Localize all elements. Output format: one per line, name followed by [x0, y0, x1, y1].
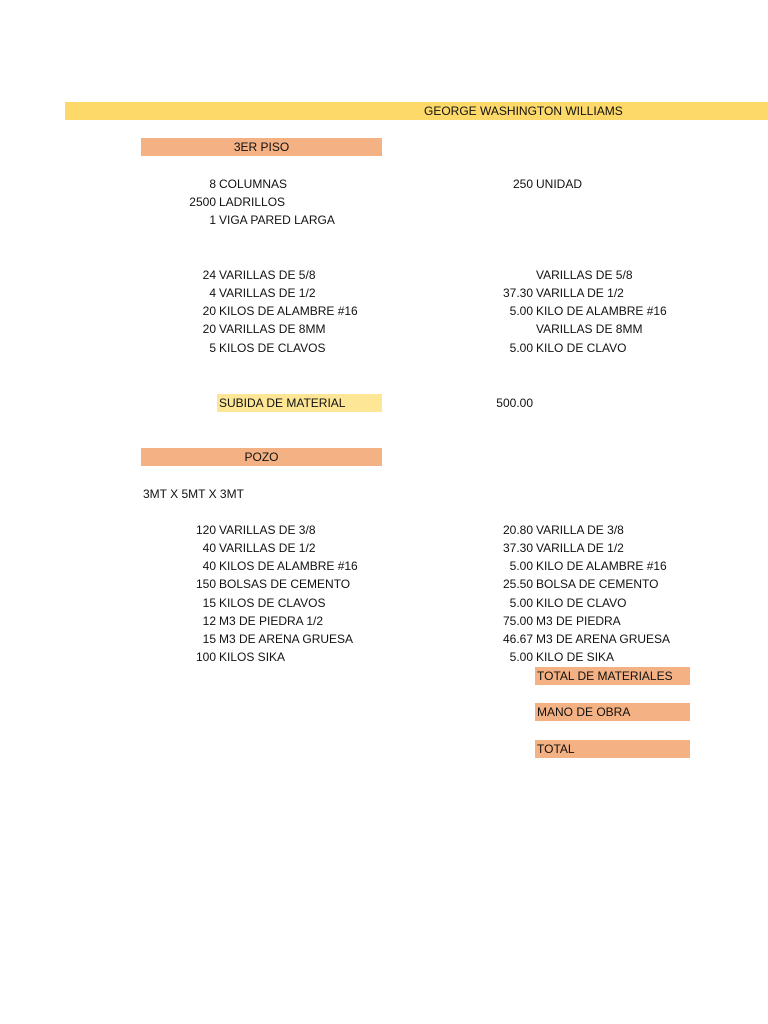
material-price: 46.67: [502, 632, 533, 646]
material-qty: 24: [202, 268, 216, 282]
material-price: 37.30: [502, 286, 533, 300]
material-unit: KILO DE ALAMBRE #16: [536, 559, 667, 573]
material-unit: KILO DE CLAVO: [536, 341, 627, 355]
material-unit: BOLSA DE CEMENTO: [536, 577, 659, 591]
material-desc: KILOS DE CLAVOS: [219, 596, 326, 610]
material-desc: M3 DE PIEDRA 1/2: [219, 614, 324, 628]
subida-label: SUBIDA DE MATERIAL: [219, 396, 346, 410]
material-qty: 20: [202, 304, 216, 318]
material-desc: KILOS SIKA: [219, 650, 286, 664]
mano-obra-label: MANO DE OBRA: [537, 705, 631, 719]
material-qty: 15: [202, 596, 216, 610]
material-unit: KILO DE SIKA: [536, 650, 615, 664]
material-desc: BOLSAS DE CEMENTO: [219, 577, 351, 591]
material-price: 37.30: [502, 541, 533, 555]
item-unit: UNIDAD: [536, 177, 583, 191]
material-desc: VARILLAS DE 3/8: [219, 523, 316, 537]
material-qty: 100: [195, 650, 216, 664]
material-desc: KILOS DE ALAMBRE #16: [219, 304, 358, 318]
material-unit: VARILLAS DE 5/8: [536, 268, 633, 282]
material-unit: VARILLA DE 3/8: [536, 523, 624, 537]
item-qty: 2500: [189, 195, 216, 209]
section-title-pozo: POZO: [244, 450, 279, 464]
material-desc: M3 DE ARENA GRUESA: [219, 632, 354, 646]
material-desc: VARILLAS DE 8MM: [219, 322, 326, 336]
total-label: TOTAL: [537, 742, 575, 756]
item-desc: VIGA PARED LARGA: [219, 213, 335, 227]
item-qty: 1: [209, 213, 216, 227]
material-desc: VARILLAS DE 1/2: [219, 541, 316, 555]
material-unit: M3 DE ARENA GRUESA: [536, 632, 671, 646]
material-price: 20.80: [502, 523, 533, 537]
material-qty: 40: [202, 559, 216, 573]
material-price: 5.00: [509, 650, 533, 664]
material-qty: 5: [209, 341, 216, 355]
section-title-3er-piso: 3ER PISO: [233, 140, 290, 154]
item-desc: LADRILLOS: [219, 195, 286, 209]
material-unit: VARILLA DE 1/2: [536, 541, 624, 555]
material-qty: 120: [195, 523, 216, 537]
item-desc: COLUMNAS: [219, 177, 288, 191]
client-name: GEORGE WASHINGTON WILLIAMS: [424, 104, 623, 118]
material-unit: M3 DE PIEDRA: [536, 614, 621, 628]
material-unit: KILO DE ALAMBRE #16: [536, 304, 667, 318]
material-unit: KILO DE CLAVO: [536, 596, 627, 610]
material-desc: KILOS DE ALAMBRE #16: [219, 559, 358, 573]
item-qty: 8: [209, 177, 216, 191]
material-price: 5.00: [509, 559, 533, 573]
material-qty: 20: [202, 322, 216, 336]
header-band: [65, 102, 768, 120]
material-price: 25.50: [502, 577, 533, 591]
subida-value: 500.00: [496, 396, 533, 410]
material-qty: 40: [202, 541, 216, 555]
pozo-dimensions: 3MT X 5MT X 3MT: [143, 487, 244, 501]
material-price: 5.00: [509, 341, 533, 355]
material-desc: KILOS DE CLAVOS: [219, 341, 326, 355]
material-qty: 150: [195, 577, 216, 591]
material-unit: VARILLAS DE 8MM: [536, 322, 643, 336]
material-qty: 4: [209, 286, 216, 300]
material-price: 5.00: [509, 304, 533, 318]
total-materiales-label: TOTAL DE MATERIALES: [537, 669, 673, 683]
material-desc: VARILLAS DE 1/2: [219, 286, 316, 300]
material-price: 5.00: [509, 596, 533, 610]
material-unit: VARILLA DE 1/2: [536, 286, 624, 300]
material-qty: 12: [202, 614, 216, 628]
material-qty: 15: [202, 632, 216, 646]
material-price: 75.00: [502, 614, 533, 628]
material-desc: VARILLAS DE 5/8: [219, 268, 316, 282]
item-price: 250: [512, 177, 533, 191]
